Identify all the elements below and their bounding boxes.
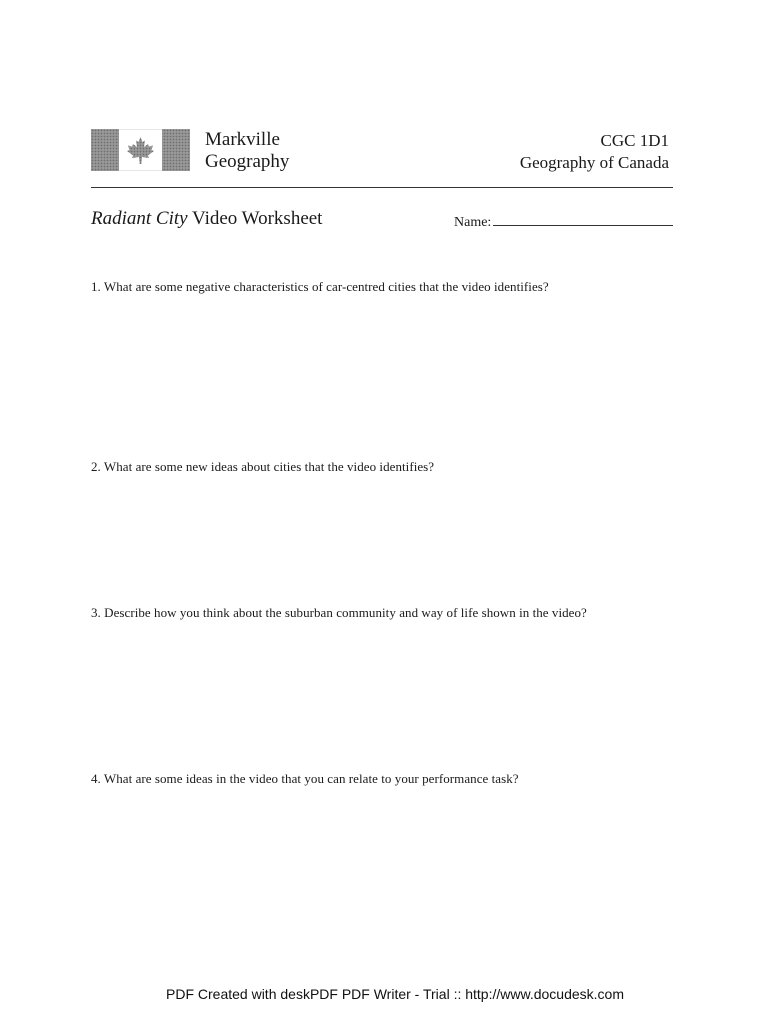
name-field: [454, 211, 673, 233]
pdf-footer: PDF Created with deskPDF PDF Writer - Trial :: http://www.docudesk.com: [166, 986, 624, 1002]
question-1: 1. What are some negative characteristics of car-centred cities that the video identifies?: [91, 279, 549, 294]
header-divider: [91, 187, 673, 188]
worksheet-title-rest: Video Worksheet: [187, 208, 323, 229]
canada-flag-icon: [91, 129, 190, 171]
question-4: 4. What are some ideas in the video that you can relate to your performance task?: [91, 771, 519, 786]
course-code: CGC 1D1: [600, 131, 669, 150]
question-3: 3. Describe how you think about the suburban community and way of life shown in the video?: [91, 605, 587, 620]
worksheet-title: [91, 207, 322, 231]
question-2: 2. What are some new ideas about cities that the video identifies?: [91, 459, 435, 474]
name-input-line[interactable]: [493, 211, 673, 226]
name-label: Name:: [454, 215, 492, 230]
worksheet-title-italic: Radiant City: [91, 208, 188, 229]
school-line-1: Markville: [205, 129, 280, 150]
school-name: [205, 129, 289, 173]
course-name: Geography of Canada: [519, 153, 669, 172]
school-line-2: Geography: [205, 151, 290, 172]
course-info: [520, 130, 669, 174]
